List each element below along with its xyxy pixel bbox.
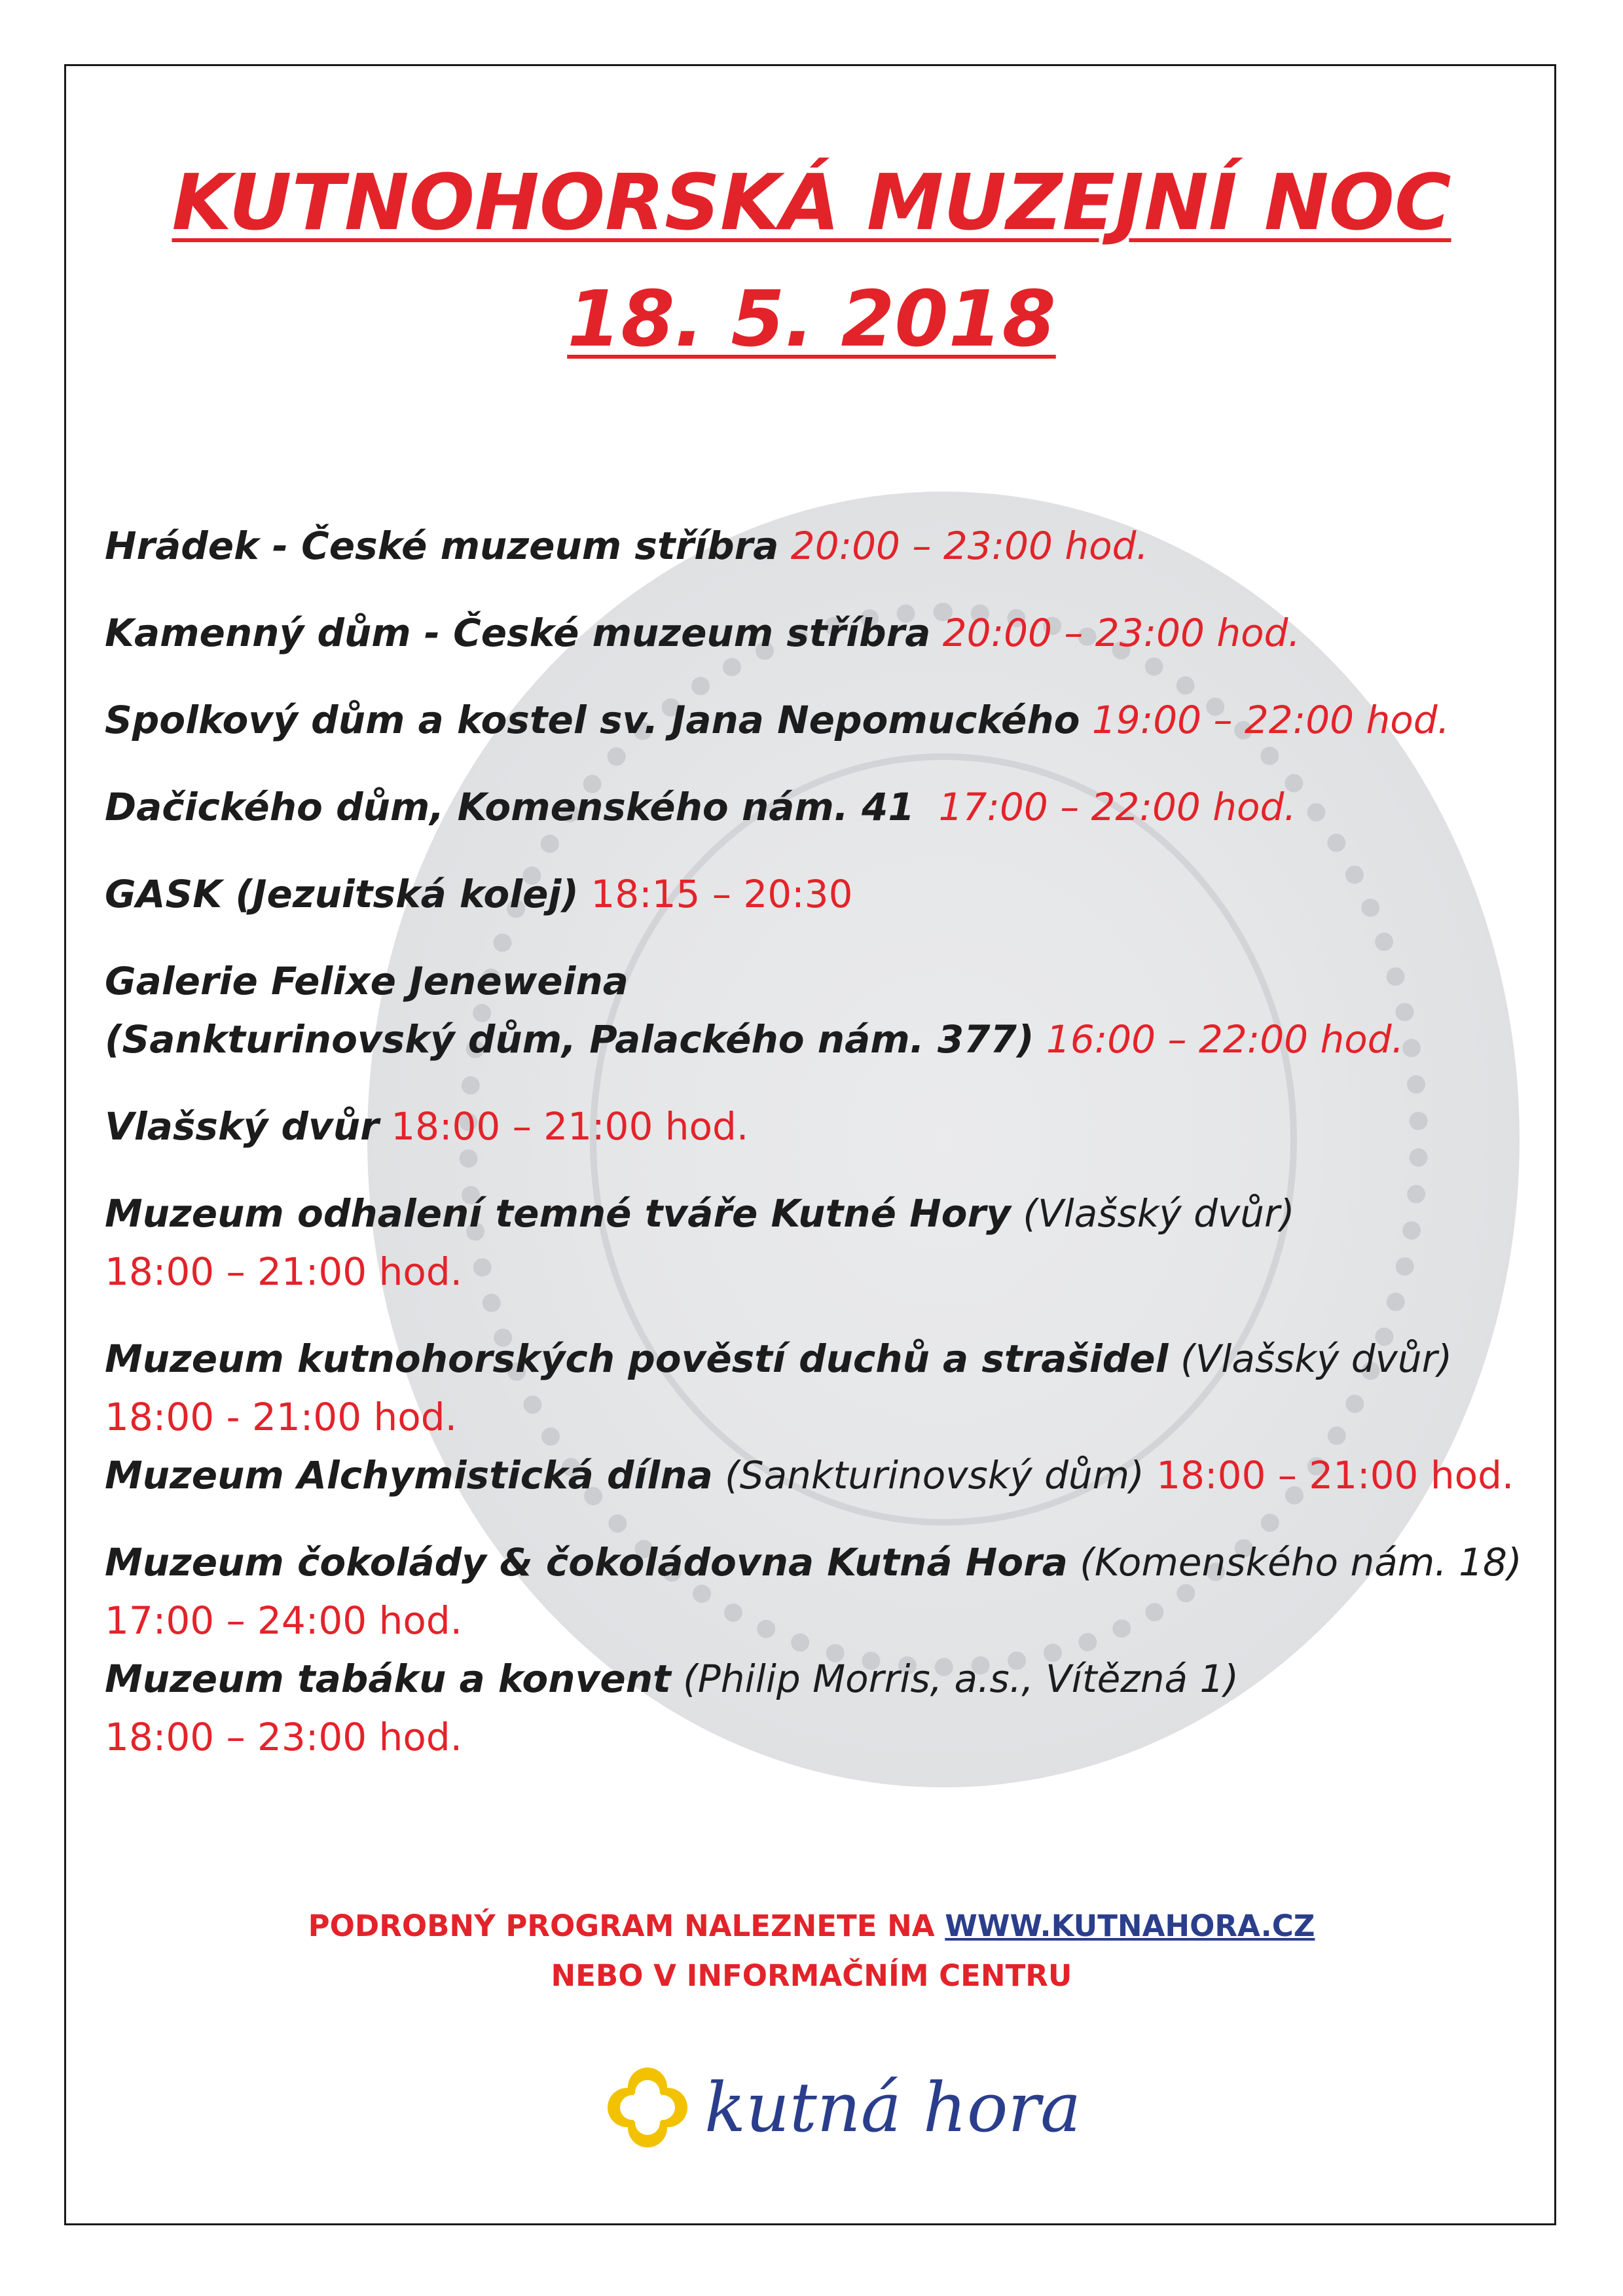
footer-text: PODROBNÝ PROGRAM NALEZNETE NA xyxy=(308,1909,935,1943)
list-item xyxy=(105,865,1519,924)
venue-note: (Komenského nám. 18) xyxy=(1080,1540,1522,1585)
venue-name: Muzeum odhalení temné tváře Kutné Hory xyxy=(105,1191,1011,1236)
list-item-continued xyxy=(105,1388,1519,1446)
venue-time: 18:00 – 23:00 hod. xyxy=(105,1715,463,1759)
list-item xyxy=(105,1446,1519,1505)
list-item xyxy=(105,952,1519,1011)
footer-info xyxy=(0,1901,1623,2001)
venue-name: Muzeum Alchymistická dílna xyxy=(105,1453,713,1498)
museum-list xyxy=(105,517,1522,1767)
venue-name: Muzeum kutnohorských pověstí duchů a strašidel xyxy=(105,1336,1169,1381)
venue-time: 18:00 – 21:00 hod. xyxy=(1156,1453,1514,1498)
venue-time: 20:00 – 23:00 hod. xyxy=(942,611,1300,655)
list-item xyxy=(105,1098,1519,1156)
list-item xyxy=(105,1185,1519,1243)
venue-time: 16:00 – 22:00 hod. xyxy=(1046,1017,1404,1062)
venue-time: 18:00 – 21:00 hod. xyxy=(105,1249,463,1294)
venue-name: Hrádek - České muzeum stříbra xyxy=(105,524,779,568)
list-item xyxy=(105,1534,1522,1592)
list-item-continued xyxy=(105,1592,1519,1650)
list-item xyxy=(105,778,1519,836)
venue-name: Kamenný dům - České muzeum stříbra xyxy=(105,611,931,655)
quatrefoil-icon xyxy=(608,2068,687,2147)
footer-line-1 xyxy=(0,1901,1623,1951)
venue-time: 17:00 – 24:00 hod. xyxy=(105,1598,463,1643)
list-item xyxy=(105,1650,1519,1708)
list-item-continued xyxy=(105,1243,1519,1301)
venue-time: 19:00 – 22:00 hod. xyxy=(1091,698,1450,742)
poster-date: 18. 5. 2018 xyxy=(567,274,1056,364)
list-item xyxy=(105,604,1519,662)
website-link[interactable]: WWW.KUTNAHORA.CZ xyxy=(945,1909,1315,1943)
venue-time: 18:15 – 20:30 xyxy=(591,872,853,916)
poster-title: KUTNOHORSKÁ MUZEJNÍ NOC xyxy=(172,157,1451,247)
list-item-continued xyxy=(105,1011,1519,1069)
venue-name: Dačického dům, Komenského nám. 41 xyxy=(105,785,915,829)
list-item xyxy=(105,691,1519,749)
venue-time: 17:00 – 22:00 hod. xyxy=(938,785,1296,829)
venue-name: Galerie Felixe Jeneweina xyxy=(105,959,629,1003)
venue-name: Muzeum čokolády & čokoládovna Kutná Hora xyxy=(105,1540,1068,1585)
venue-time: 18:00 – 21:00 hod. xyxy=(391,1104,749,1149)
venue-name: Vlašský dvůr xyxy=(105,1104,379,1149)
venue-address: (Sankturinovský dům, Palackého nám. 377) xyxy=(105,1017,1034,1062)
kutna-hora-logo xyxy=(608,2055,1081,2160)
list-item xyxy=(105,1330,1519,1388)
venue-note: (Philip Morris, a.s., Vítězná 1) xyxy=(683,1657,1239,1701)
logo-text: kutná hora xyxy=(704,2068,1082,2147)
list-item-continued xyxy=(105,1708,1519,1767)
venue-note: (Vlašský dvůr) xyxy=(1180,1336,1453,1381)
venue-name: Spolkový dům a kostel sv. Jana Nepomuckého xyxy=(105,698,1080,742)
footer-line-2: NEBO V INFORMAČNÍM CENTRU xyxy=(551,1958,1072,1993)
venue-note: (Vlašský dvůr) xyxy=(1023,1191,1295,1236)
venue-name: GASK (Jezuitská kolej) xyxy=(105,872,579,916)
venue-time: 18:00 - 21:00 hod. xyxy=(105,1395,458,1439)
venue-time: 20:00 – 23:00 hod. xyxy=(790,524,1148,568)
list-item xyxy=(105,517,1519,575)
venue-note: (Sankturinovský dům) xyxy=(725,1453,1144,1498)
venue-name: Muzeum tabáku a konvent xyxy=(105,1657,671,1701)
